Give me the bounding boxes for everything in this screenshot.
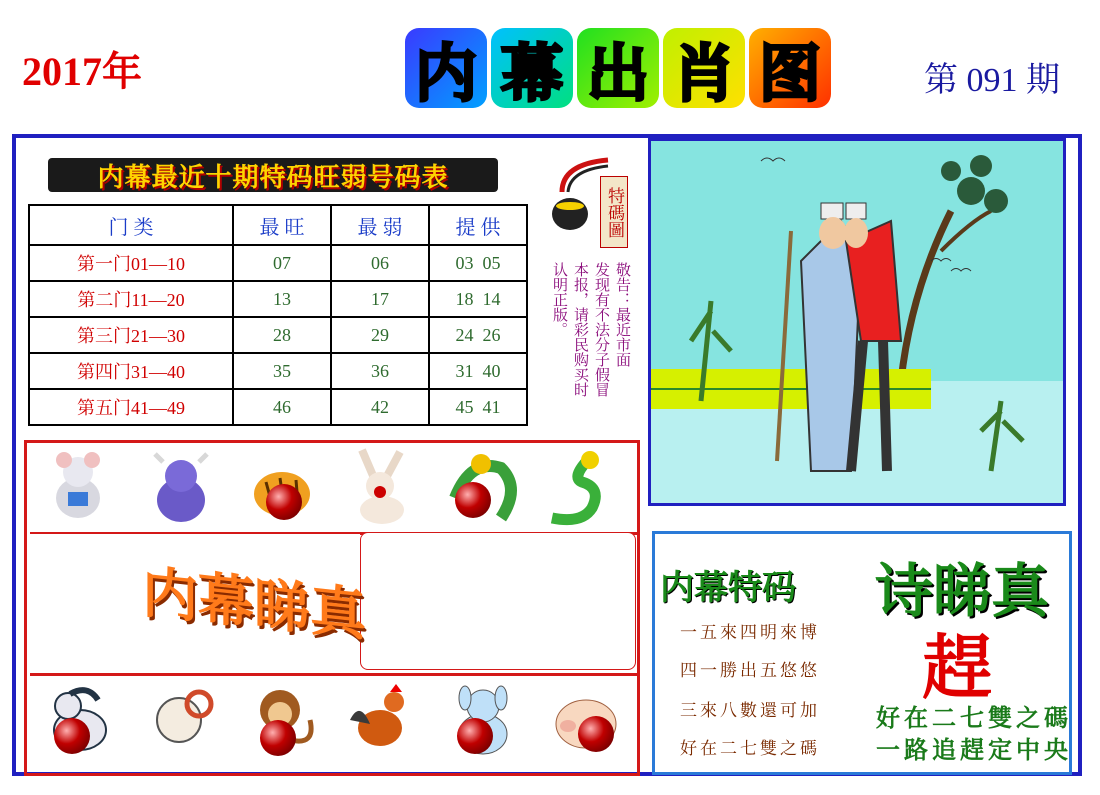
poem-line: 三來八數還可加	[680, 701, 820, 721]
year-label: 2017年	[22, 49, 142, 94]
cell-ruo: 29	[331, 317, 429, 353]
monkey-icon	[240, 680, 324, 760]
notice-line: 认明正版。	[551, 262, 569, 337]
table-title-banner	[48, 158, 498, 192]
poem-big-char: 趕	[922, 626, 992, 709]
pig-icon	[542, 680, 626, 760]
poem-side-line: 好在二七雙之碼	[876, 703, 1072, 732]
row-label: 第三门21—30	[29, 317, 233, 353]
cell-tigong: 45 41	[429, 389, 527, 425]
middle-right-panel	[360, 532, 636, 670]
row-label: 第五门41—49	[29, 389, 233, 425]
table-row	[29, 317, 527, 353]
col-header: 最 旺	[233, 205, 331, 245]
table-title: 内幕最近十期特码旺弱号码表	[97, 162, 449, 193]
cell-wang: 28	[233, 317, 331, 353]
goat-icon	[139, 680, 223, 760]
cell-tigong: 31 40	[429, 353, 527, 389]
poem-title-small: 内幕特码	[660, 568, 796, 608]
logo-char: 肖	[663, 28, 745, 108]
poem-line: 一五來四明來博	[680, 623, 820, 643]
logo-char: 幕	[491, 28, 573, 108]
badge-label: 特碼圖	[600, 176, 628, 248]
rat-icon	[38, 448, 122, 528]
tiger-icon	[240, 448, 324, 528]
zodiac-row-bottom	[30, 680, 634, 760]
illustration-image	[651, 141, 1063, 503]
notice-line: 发现有不法分子假冒	[593, 262, 611, 397]
issue-number: 第 091 期	[924, 62, 1060, 99]
cell-ruo: 42	[331, 389, 429, 425]
notice-line: 敬告：最近市面	[614, 262, 632, 367]
col-header: 最 弱	[331, 205, 429, 245]
dog-icon	[441, 680, 525, 760]
table-row	[29, 245, 527, 281]
zodiac-row-top	[30, 448, 634, 528]
poem-side-line: 一路追趕定中央	[876, 735, 1072, 764]
horse-icon	[38, 680, 122, 760]
logo-char: 内	[405, 28, 487, 108]
cell-tigong: 03 05	[429, 245, 527, 281]
dragon-icon	[441, 448, 525, 528]
logo-char: 图	[749, 28, 831, 108]
cell-ruo: 17	[331, 281, 429, 317]
row-label: 第四门31—40	[29, 353, 233, 389]
hot-cold-table	[28, 204, 528, 426]
special-code-badge	[548, 154, 630, 246]
illustration-two-men	[648, 138, 1066, 506]
logo-char: 出	[577, 28, 659, 108]
neimu-dijian-text: 内幕睇真	[142, 560, 366, 649]
poem-title-big: 诗睇真	[875, 557, 1050, 625]
cell-ruo: 36	[331, 353, 429, 389]
cell-ruo: 06	[331, 245, 429, 281]
table-row	[29, 281, 527, 317]
cell-wang: 07	[233, 245, 331, 281]
poem-line: 好在二七雙之碼	[680, 739, 820, 759]
cell-tigong: 18 14	[429, 281, 527, 317]
table-row	[29, 353, 527, 389]
rooster-icon	[340, 680, 424, 760]
notice-line: 本报，请彩民购买时	[572, 262, 590, 397]
cell-wang: 35	[233, 353, 331, 389]
cell-wang: 13	[233, 281, 331, 317]
poem-line: 四一勝出五悠悠	[680, 661, 820, 681]
row-label: 第一门01—10	[29, 245, 233, 281]
col-header: 门 类	[29, 205, 233, 245]
table-row	[29, 389, 527, 425]
cell-wang: 46	[233, 389, 331, 425]
row-label: 第二门11—20	[29, 281, 233, 317]
notice-block	[552, 262, 632, 432]
snake-icon	[542, 448, 626, 528]
ox-icon	[139, 448, 223, 528]
logo-title	[405, 28, 831, 108]
col-header: 提 供	[429, 205, 527, 245]
cell-tigong: 24 26	[429, 317, 527, 353]
rabbit-icon	[340, 448, 424, 528]
